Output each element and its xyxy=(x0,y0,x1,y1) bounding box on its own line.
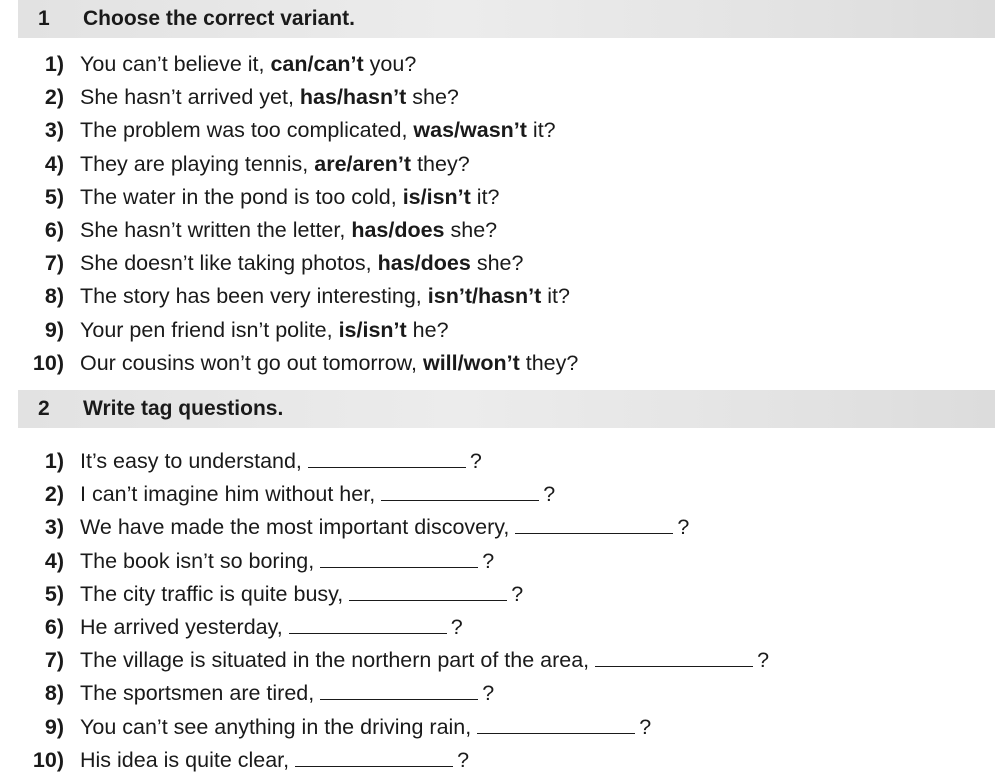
section-2-list xyxy=(0,445,995,777)
item-number: 10) xyxy=(32,747,64,772)
answer-options[interactable]: will/won’t xyxy=(422,350,520,375)
section-2-title: Write tag questions. xyxy=(83,397,284,420)
answer-options[interactable]: has/hasn’t xyxy=(299,85,407,110)
list-item xyxy=(0,247,995,280)
item-number: 4) xyxy=(44,548,64,573)
list-item xyxy=(0,511,995,544)
section-1-number: 1 xyxy=(38,7,50,30)
answer-blank[interactable] xyxy=(477,713,635,734)
answer-options[interactable]: can/can’t xyxy=(270,52,364,76)
list-item xyxy=(0,478,995,511)
list-item xyxy=(0,644,995,677)
item-number: 3) xyxy=(44,515,64,540)
answer-options[interactable]: isn’t/hasn’t xyxy=(427,284,542,309)
item-number: 8) xyxy=(44,681,64,706)
section-1-title: Choose the correct variant. xyxy=(83,7,355,30)
item-number: 8) xyxy=(44,284,64,309)
section-1-header xyxy=(18,0,995,38)
section-2-number: 2 xyxy=(38,397,50,420)
answer-options[interactable]: is/isn’t xyxy=(402,184,471,209)
list-item xyxy=(0,611,995,644)
answer-blank[interactable] xyxy=(320,547,478,568)
list-item xyxy=(0,445,995,478)
item-number: 2) xyxy=(44,482,64,507)
item-number: 7) xyxy=(44,648,64,673)
answer-blank[interactable] xyxy=(515,513,673,534)
answer-blank[interactable] xyxy=(595,646,753,667)
item-number: 2) xyxy=(44,85,64,110)
item-number: 5) xyxy=(44,184,64,209)
item-sentence: The village is situated in the northern part of the area, ? xyxy=(80,648,770,673)
item-number: 10) xyxy=(32,350,64,375)
item-number: 6) xyxy=(44,614,64,639)
item-number: 7) xyxy=(44,251,64,276)
list-item xyxy=(0,181,995,214)
item-number: 3) xyxy=(44,118,64,143)
answer-options[interactable]: are/aren’t xyxy=(314,151,412,176)
answer-blank[interactable] xyxy=(349,580,507,601)
item-sentence: Your pen friend isn’t polite, is/isn’t he? xyxy=(80,317,449,342)
item-number: 1) xyxy=(44,449,64,473)
section-1-list xyxy=(0,48,995,380)
answer-blank[interactable] xyxy=(320,679,478,700)
answer-blank[interactable] xyxy=(289,613,447,634)
answer-blank[interactable] xyxy=(308,447,466,468)
item-sentence: We have made the most important discovery, ? xyxy=(80,515,690,540)
list-item xyxy=(0,214,995,247)
item-sentence: She doesn’t like taking photos, has/does she? xyxy=(80,251,524,276)
list-item xyxy=(0,744,995,777)
item-number: 5) xyxy=(44,581,64,606)
item-sentence: It’s easy to understand, ? xyxy=(80,449,482,473)
item-number: 1) xyxy=(44,52,64,76)
item-sentence: Our cousins won’t go out tomorrow, will/won’t they? xyxy=(80,350,579,375)
item-sentence: He arrived yesterday, ? xyxy=(80,614,463,639)
item-sentence: You can’t believe it, can/can’t you? xyxy=(80,52,417,76)
item-sentence: She hasn’t written the letter, has/does she? xyxy=(80,217,498,242)
list-item xyxy=(0,48,995,81)
answer-options[interactable]: is/isn’t xyxy=(338,317,407,342)
list-item xyxy=(0,677,995,710)
item-sentence: His idea is quite clear, ? xyxy=(80,747,470,772)
list-item xyxy=(0,711,995,744)
list-item xyxy=(0,148,995,181)
item-sentence: I can’t imagine him without her, ? xyxy=(80,482,556,507)
item-sentence: The water in the pond is too cold, is/isn’t it? xyxy=(80,184,500,209)
list-item xyxy=(0,114,995,147)
list-item xyxy=(0,280,995,313)
item-sentence: You can’t see anything in the driving rain, ? xyxy=(80,714,652,739)
item-sentence: They are playing tennis, are/aren’t they? xyxy=(80,151,470,176)
section-2-header xyxy=(18,390,995,428)
item-number: 4) xyxy=(44,151,64,176)
answer-options[interactable]: has/does xyxy=(351,217,445,242)
list-item xyxy=(0,578,995,611)
answer-options[interactable]: was/wasn’t xyxy=(413,118,527,143)
item-sentence: The problem was too complicated, was/wasn’t it? xyxy=(80,118,556,143)
item-number: 9) xyxy=(44,714,64,739)
item-sentence: The book isn’t so boring, ? xyxy=(80,548,495,573)
list-item xyxy=(0,545,995,578)
item-sentence: The sportsmen are tired, ? xyxy=(80,681,495,706)
item-sentence: The city traffic is quite busy, ? xyxy=(80,581,524,606)
item-sentence: She hasn’t arrived yet, has/hasn’t she? xyxy=(80,85,459,110)
answer-blank[interactable] xyxy=(295,746,453,767)
item-number: 6) xyxy=(44,217,64,242)
answer-options[interactable]: has/does xyxy=(377,251,471,276)
answer-blank[interactable] xyxy=(381,480,539,501)
list-item xyxy=(0,347,995,380)
item-number: 9) xyxy=(44,317,64,342)
list-item xyxy=(0,81,995,114)
item-sentence: The story has been very interesting, isn’t/hasn’t it? xyxy=(80,284,570,309)
list-item xyxy=(0,314,995,347)
